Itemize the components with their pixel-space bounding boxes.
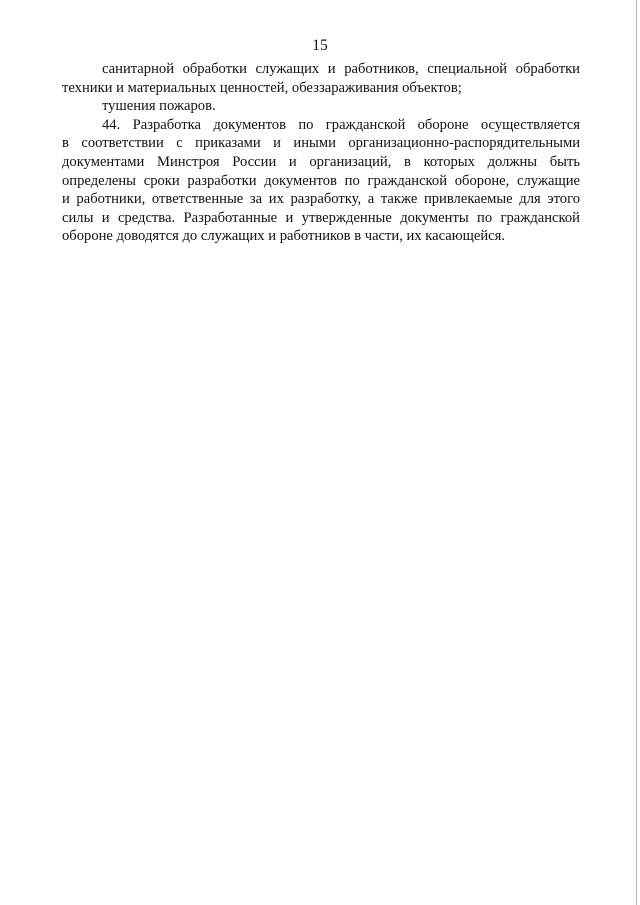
text-line: определены сроки разработки документов по гражданской обороне, служащие	[62, 172, 580, 189]
paragraph-44-line: 44. Разработка документов по гражданской обороне осуществляется	[102, 116, 580, 133]
text-line: тушения пожаров.	[102, 98, 216, 115]
page-number: 15	[312, 37, 328, 54]
text-line: и работники, ответственные за их разработку, а также привлекаемые для этого	[62, 191, 580, 208]
page-edge	[636, 0, 637, 905]
text-line: техники и материальных ценностей, обеззараживания объектов;	[62, 79, 462, 96]
text-line: силы и средства. Разработанные и утвержденные документы по гражданской	[62, 209, 580, 226]
text-line: документами Минстроя России и организаций, в которых должны быть	[62, 153, 580, 170]
text-line: санитарной обработки служащих и работников, специальной обработки	[102, 61, 580, 77]
text-line: в соответствии с приказами и иными организационно-распорядительными	[62, 135, 580, 152]
text-line: обороне доводятся до служащих и работников в части, их касающейся.	[62, 228, 506, 245]
body-text	[62, 60, 580, 246]
